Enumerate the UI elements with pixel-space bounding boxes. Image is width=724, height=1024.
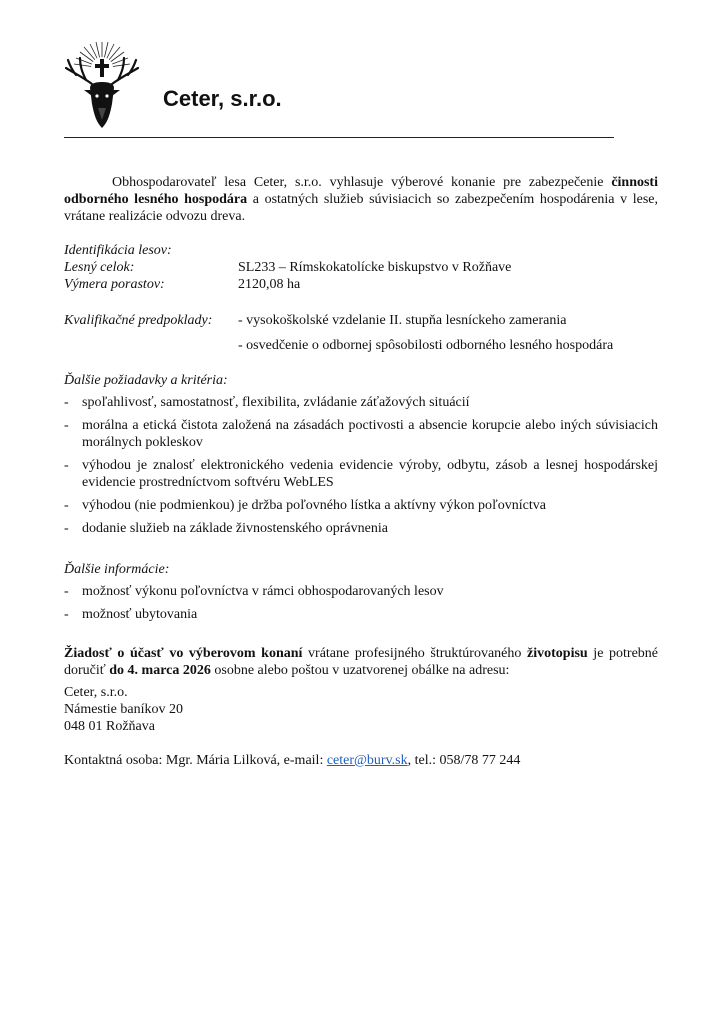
info-list	[64, 583, 658, 623]
address-line: Ceter, s.r.o.	[64, 685, 128, 700]
identification-value: 2120,08 ha	[238, 277, 301, 292]
address-block	[64, 684, 658, 735]
document-body	[64, 174, 658, 769]
requirements-list	[64, 394, 658, 537]
list-item: - výhodou je znalosť elektronického vedenia evidencie výroby, odbytu, zásob a lesnej hospodárskej evidencie prostredníctvom softvéru WebLES	[64, 458, 658, 490]
identification-value: SL233 – Rímskokatolícke biskupstvo v Rožňave	[238, 260, 512, 275]
list-item: - možnosť výkonu poľovníctva v rámci obhospodarovaných lesov	[64, 584, 444, 599]
identification-label: Lesný celok:	[64, 260, 135, 275]
list-item: - spoľahlivosť, samostatnosť, flexibilita, zvládanie záťažových situácií	[64, 395, 470, 410]
company-name: Ceter, s.r.o.	[163, 86, 282, 111]
list-item: - výhodou (nie podmienkou) je držba poľovného lístka a aktívny výkon poľovníctva	[64, 498, 546, 513]
identification-title: Identifikácia lesov:	[64, 243, 172, 258]
list-item: - možnosť ubytovania	[64, 607, 198, 622]
qualification-item: - osvedčenie o odbornej spôsobilosti odborného lesného hospodára	[238, 338, 614, 353]
info-title: Ďalšie informácie:	[64, 562, 170, 577]
email-link[interactable]: ceter@burv.sk	[326, 753, 408, 768]
info-section	[64, 561, 658, 623]
intro-bold: činnosti odborného lesného hospodára	[64, 175, 658, 207]
header-divider	[64, 137, 614, 138]
intro-text-1: Obhospodarovateľ lesa Ceter, s.r.o. vyhlasuje výberové konanie pre zabezpečenie	[112, 175, 612, 190]
identification-row	[64, 276, 658, 293]
address-line: 048 01 Rožňava	[64, 719, 155, 734]
identification-label: Výmera porastov:	[64, 277, 165, 292]
requirements-section	[64, 372, 658, 537]
qualification-item: - vysokoškolské vzdelanie II. stupňa lesníckeho zamerania	[238, 313, 567, 328]
intro-paragraph	[64, 174, 658, 225]
list-item: - morálna a etická čistota založená na zásadách poctivosti a absencie korupcie alebo iných súvisiacich morálnych pokleskov	[64, 418, 658, 450]
stag-cross-logo-icon	[62, 38, 142, 138]
address-line: Námestie baníkov 20	[64, 702, 183, 717]
identification-row	[64, 259, 658, 276]
list-item: - dodanie služieb na základe živnostenského oprávnenia	[64, 521, 388, 536]
intro-text-2: a ostatných služieb súvisiacich so zabezpečením hospodárenia v lese, vrátane realizácie odvozu dreva.	[64, 192, 658, 224]
requirements-title: Ďalšie požiadavky a kritéria:	[64, 373, 228, 388]
contact-line: Kontaktná osoba: Mgr. Mária Lilková, e-mail: ceter@burv.sk, tel.: 058/78 77 244	[64, 753, 521, 768]
identification-section	[64, 242, 658, 293]
qualifications-section	[64, 312, 658, 354]
application-paragraph: Žiadosť o účasť vo výberovom konaní vrátane profesijného štruktúrovaného životopisu je potrebné doručiť do 4. marca 2026 osobne alebo poštou v uzatvorenej obálke na adresu:	[64, 646, 659, 678]
qualifications-label: Kvalifikačné predpoklady:	[64, 313, 213, 328]
